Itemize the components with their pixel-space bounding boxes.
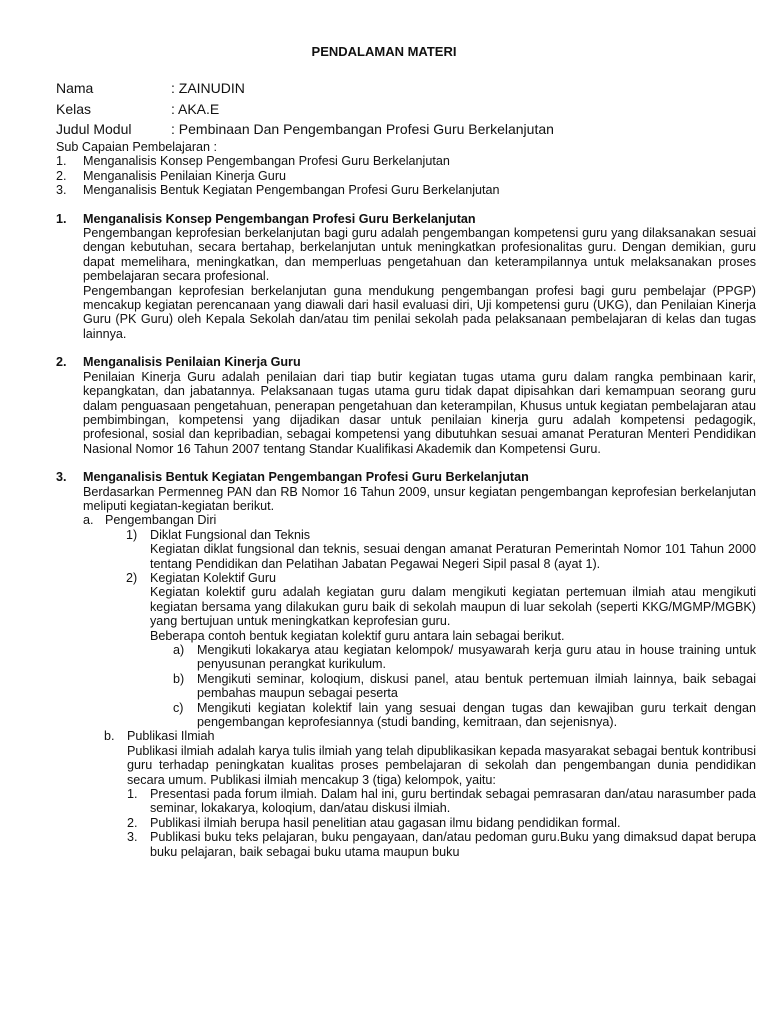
paragraph: Penilaian Kinerja Guru adalah penilaian dari tiap butir kegiatan tugas utama guru dalam rangka pembinaan karir, kepangkatan, dan jabatannya. Pelaksanaan tugas utama guru tidak dapat dipisahkan dari kemampuan seorang guru dalam penguasaan pengetahuan, penerapan pengetahuan dan keterampilan, Khusus untuk kegiatan pembelajaran atau pembimbingan, kompetensi yang dijadikan dasar untuk penilaian kinerja guru adalah kompetensi pedagogik, profesional, sosial dan kepribadian, sebagai kompetensi yang dibutuhkan sesuai amanat Peraturan Menteri Pendidikan Nasional Nomor 16 Tahun 2007 tentang Standar Kualifikasi Akademik dan Kompetensi Guru. <box>83 369 756 456</box>
document-title: PENDALAMAN MATERI <box>311 44 457 59</box>
meta-row-judul-modul <box>56 119 554 140</box>
publication-item: 2. Publikasi ilmiah berupa hasil penelitian atau gagasan ilmu bidang pendidikan formal. <box>127 815 621 830</box>
meta-row-nama <box>56 78 554 99</box>
paragraph: Pengembangan keprofesian berkelanjutan bagi guru adalah pengembangan kompetensi guru yang dilaksanakan sesuai dengan kebutuhan, secara bertahap, berkelanjutan untuk meningkatkan profesionalitas guru. Dengan demikian, guru dapat memelihara, meningkatkan, dan memperluas pengetahuan dan keterampilannya untuk melaksanakan proses pembelajaran secara profesional. <box>83 226 756 284</box>
example-item: b) Mengikuti seminar, koloqium, diskusi panel, atau bentuk pertemuan ilmiah lainnya, baik sebagai pembahas maupun sebagai peserta <box>173 671 756 701</box>
paragraph: Beberapa contoh bentuk kegiatan kolektif guru antara lain sebagai berikut. <box>150 628 565 643</box>
section-heading: 2. Menganalisis Penilaian Kinerja Guru <box>56 355 301 370</box>
section-1 <box>56 212 756 342</box>
paragraph: Berdasarkan Permenneg PAN dan RB Nomor 16 Tahun 2009, unsur kegiatan pengembangan keprofesian berkelanjutan meliputi kegiatan-kegiatan berikut. <box>83 484 756 513</box>
sub-capaian-list <box>56 140 756 198</box>
meta-row-kelas <box>56 99 554 120</box>
sub-capaian-item: 2. Menganalisis Penilaian Kinerja Guru <box>56 168 287 183</box>
sub-capaian-item: 1. Menganalisis Konsep Pengembangan Profesi Guru Berkelanjutan <box>56 154 450 169</box>
list-item-label: 1) Diklat Fungsional dan Teknis <box>126 527 311 542</box>
meta-label: Nama <box>56 80 94 96</box>
publication-item: 1. Presentasi pada forum ilmiah. Dalam hal ini, guru bertindak sebagai pemrasaran dan/atau narasumber pada seminar, lokakarya, koloqium, dan/atau diskusi ilmiah. <box>127 787 756 816</box>
meta-value: : Pembinaan Dan Pengembangan Profesi Guru Berkelanjutan <box>171 121 554 137</box>
subsection-a: a. Pengembangan Diri <box>83 513 217 528</box>
list-item-label: 2) Kegiatan Kolektif Guru <box>126 570 277 585</box>
identity-block <box>56 78 554 140</box>
publication-item: 3. Publikasi buku teks pelajaran, buku pengayaan, dan/atau pedoman guru.Buku yang dimaksud dapat berupa buku pelajaran, baik sebagai buku utama maupun buku <box>127 830 756 859</box>
paragraph: Pengembangan keprofesian berkelanjutan guna mendukung pengembangan profesi bagi guru pembelajar (PPGP) mencakup kegiatan perencanaan yang diawali dari hasil evaluasi diri, Uji kompetensi guru (UKG), dan Penilaian Kinerja Guru (PK Guru) oleh Kepala Sekolah dan/atau tim penilai sekolah pada pelaksanaan pembelajaran di kelas dan tugas lainnya. <box>83 283 756 341</box>
meta-value: : AKA.E <box>171 100 220 117</box>
sub-capaian-item: 3. Menganalisis Bentuk Kegiatan Pengembangan Profesi Guru Berkelanjutan <box>56 183 500 198</box>
paragraph: Publikasi ilmiah adalah karya tulis ilmiah yang telah dipublikasikan kepada masyarakat sebagai bentuk kontribusi guru terhadap peningkatan kualitas proses pembelajaran di sekolah dan pengembangan dunia pendidikan secara umum. Publikasi ilmiah mencakup 3 (tiga) kelompok, yaitu: <box>127 743 756 787</box>
meta-value: : ZAINUDIN <box>171 80 245 96</box>
paragraph: Kegiatan kolektif guru adalah kegiatan guru dalam mengikuti kegiatan pertemuan ilmiah atau mengikuti kegiatan bersama yang dilakukan guru baik di sekolah maupun di luar sekolah (seperti KKG/MGMP/MGBK) yang bertujuan untuk meningkatkan keprofesian guru. <box>150 585 756 629</box>
meta-label: Kelas <box>56 100 92 117</box>
subsection-b: b. Publikasi Ilmiah <box>104 729 215 744</box>
sub-capaian-heading: Sub Capaian Pembelajaran : <box>56 140 218 154</box>
meta-label: Judul Modul <box>56 121 132 137</box>
example-item: a) Mengikuti lokakarya atau kegiatan kelompok/ musyawarah kerja guru atau in house training untuk penyusunan perangkat kurikulum. <box>173 643 756 672</box>
section-3 <box>56 470 756 859</box>
section-heading: 1. Menganalisis Konsep Pengembangan Profesi Guru Berkelanjutan <box>56 211 476 226</box>
section-2 <box>56 355 756 456</box>
paragraph: Kegiatan diklat fungsional dan teknis, sesuai dengan amanat Peraturan Pemerintah Nomor 101 Tahun 2000 tentang Pendidikan dan Pelatihan Jabatan Pegawai Negeri Sipil pasal 8 (ayat 1). <box>150 542 756 571</box>
section-heading: 3. Menganalisis Bentuk Kegiatan Pengembangan Profesi Guru Berkelanjutan <box>56 470 529 485</box>
document-body <box>56 140 756 859</box>
example-item: c) Mengikuti kegiatan kolektif lain yang sesuai dengan tugas dan kewajiban guru terkait dengan pengembangan keprofesiannya (studi banding, kemitraan, dan sejenisnya). <box>173 700 756 730</box>
